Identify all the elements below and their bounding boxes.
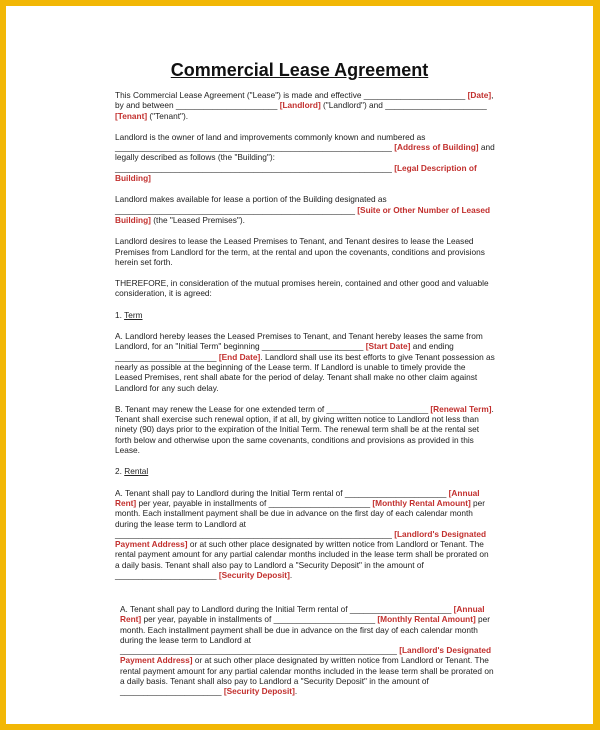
- section-number: 2.: [115, 466, 122, 477]
- text: B. Tenant may renew the Lease for one extended term of ______________________: [115, 403, 429, 414]
- text: A. Tenant shall pay to Landlord during the Initial Term rental of ______________________: [115, 487, 447, 498]
- text: or at such other place designated by written notice from Landlord or Tenant. The rental payment amount for any partial calendar months included in the lease term shall be prorated on a daily basis. Tenant shall also pay to Landlord a "Security Deposit" in the amount of ______________________: [120, 655, 494, 697]
- document-body-repeat: [120, 604, 500, 708]
- text: Landlord is the owner of land and improvements commonly known and numbered as ____________________________________________________________: [115, 131, 426, 153]
- paragraph-desire: Landlord desires to lease the Leased Premises to Tenant, and Tenant desires to lease the Leased Premises from Landlord for the term, at the rental and upon the covenants, conditions and provisions herein set forth.: [115, 236, 485, 267]
- section-heading-rental: [115, 466, 495, 476]
- paragraph-initial-term: [115, 331, 495, 393]
- document-page: [6, 6, 593, 724]
- paragraph-renewal: [115, 404, 495, 455]
- text: , by and between ______________________: [115, 90, 494, 111]
- field-legal-description: [Legal Description of Building]: [115, 162, 477, 184]
- field-monthly-rental-amount: [Monthly Rental Amount]: [372, 497, 471, 508]
- field-start-date: [Start Date]: [365, 341, 411, 352]
- text: . Landlord shall use its best efforts to give Tenant possession as nearly as possible at the beginning of the Lease term. If Landlord is unable to timely provide the Leased Premises, rent shall abate for the period of delay. Tenant shall make no other claim against Landlord for any such delay.: [115, 351, 495, 393]
- section-label: Term: [124, 309, 143, 320]
- text: or at such other place designated by written notice from Landlord or Tenant. The rental payment amount for any partial calendar months included in the lease term shall be prorated on a daily basis. Tenant shall also pay to Landlord a "Security Deposit" in the amount of ______________________: [115, 539, 489, 580]
- text: and legally described as follows (the "Building"): ____________________________________________________________: [115, 142, 495, 173]
- field-address-of-building: [Address of Building]: [394, 142, 479, 153]
- text: per year, payable in installments of ______________________: [138, 497, 371, 508]
- section-label: Rental: [124, 466, 149, 477]
- section-number: 1.: [115, 309, 122, 320]
- document-title: Commercial Lease Agreement: [170, 60, 429, 80]
- paragraph-premises: [115, 194, 495, 225]
- text: .: [289, 569, 293, 580]
- field-tenant: [Tenant]: [115, 110, 148, 121]
- paragraph-parties: [115, 90, 495, 121]
- field-security-deposit: [Security Deposit]: [218, 569, 290, 580]
- field-payment-address: [Landlord's Designated Payment Address]: [120, 645, 492, 666]
- text: .: [294, 686, 298, 697]
- document-body: [115, 90, 495, 591]
- text: per month. Each installment payment shall be due in advance on the first day of each calendar month during the lease term to Landlord at ____________________________________________________________: [115, 497, 486, 539]
- section-heading-term: [115, 310, 495, 320]
- field-suite-number: [Suite or Other Number of Leased Building]: [115, 204, 491, 225]
- field-renewal-term: [Renewal Term]: [430, 403, 492, 414]
- field-landlord: [Landlord]: [279, 100, 321, 111]
- text: This Commercial Lease Agreement ("Lease") is made and effective ______________________: [115, 90, 466, 100]
- paragraph-rental: [115, 488, 495, 581]
- field-end-date: [End Date]: [218, 351, 261, 362]
- text: A. Landlord hereby leases the Leased Premises to Tenant, and Tenant hereby leases the same from Landlord, for an "Initial Term" beginning ______________________: [115, 331, 483, 352]
- field-annual-rent: [Annual Rent]: [115, 487, 480, 508]
- field-monthly-rental-amount: [Monthly Rental Amount]: [377, 614, 476, 625]
- text: ("Landlord") and ______________________: [323, 100, 487, 111]
- paragraph-therefore: THEREFORE, in consideration of the mutual promises herein, contained and other good and valuable consideration, it is agreed:: [115, 278, 489, 299]
- paragraph-rental-repeat: [120, 604, 500, 697]
- text: per month. Each installment payment shall be due in advance on the first day of each calendar month during the lease term to Landlord at ____________________________________________________________: [120, 614, 491, 656]
- field-payment-address: [Landlord's Designated Payment Address]: [115, 528, 487, 550]
- text: (the "Leased Premises").: [153, 214, 245, 225]
- text: A. Tenant shall pay to Landlord during the Initial Term rental of ______________________: [120, 604, 452, 614]
- text: ("Tenant").: [149, 110, 189, 121]
- field-security-deposit: [Security Deposit]: [223, 686, 295, 697]
- text: per year, payable in installments of ______________________: [143, 614, 376, 625]
- field-annual-rent: [Annual Rent]: [120, 604, 485, 625]
- text: . Tenant shall exercise such renewal option, if at all, by giving written notice to Landlord not less than ninety (90) days prior to the expiration of the Initial Term. The renewal term shall be at the rental set forth below and otherwise upon the same covenants, conditions and provisions as provided in this Lease.: [115, 403, 494, 456]
- field-date: [Date]: [467, 90, 492, 100]
- text: Landlord makes available for lease a portion of the Building designated as ____________________________________________________: [115, 194, 387, 215]
- text: and ending ______________________: [115, 341, 454, 362]
- paragraph-building: [115, 132, 495, 183]
